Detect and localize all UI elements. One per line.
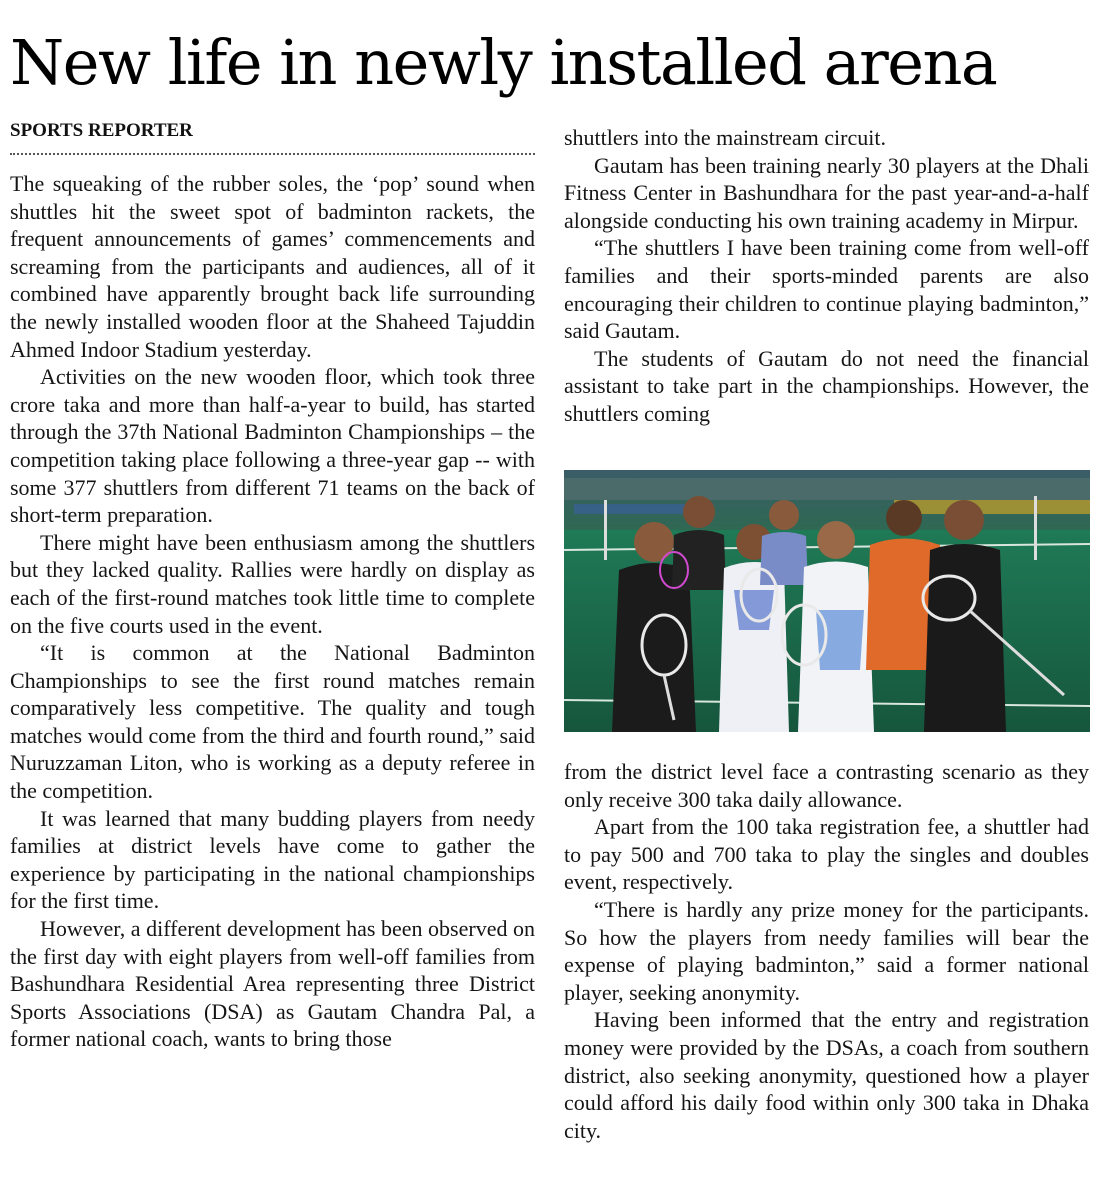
paragraph: It was learned that many budding players from needy families at district levels have come to gather the experience by participating in the national championships for the first time. <box>10 805 535 914</box>
article-headline: New life in newly installed arena <box>10 26 997 99</box>
paragraph: Having been informed that the entry and registration money were provided by the DSAs, a coach from southern district, also seeking anonymity, questioned how a player could afford his daily food within only 300 taka in Dhaka city. <box>564 1007 1089 1143</box>
paragraph: However, a different development has been observed on the first day with eight players from well-off families from Bashundhara Residential Area representing three District Sports Associations (DSA) as Gautam Chandra Pal, a former national coach, wants to bring those <box>10 916 535 1052</box>
article-byline: SPORTS REPORTER <box>10 120 193 141</box>
paragraph: shuttlers into the mainstream circuit. <box>564 125 886 150</box>
paragraph: Apart from the 100 taka registration fee, a shuttler had to pay 500 and 700 taka to play the singles and doubles event, respectively. <box>564 814 1089 895</box>
byline-divider <box>10 153 535 155</box>
paragraph: “It is common at the National Badminton Championships to see the first round matches remain comparatively less competitive. The quality and tough matches would come from the third and fourth round,” said Nuruzzaman Liton, who is working as a deputy referee in the competition. <box>10 640 535 804</box>
paragraph: “The shuttlers I have been training come from well-off families and their sports-minded parents are also encouraging their children to continue playing badminton,” said Gautam. <box>564 235 1089 344</box>
right-column-bottom <box>564 758 1089 1178</box>
paragraph: The students of Gautam do not need the financial assistant to take part in the championships. However, the shuttlers coming <box>564 345 1089 426</box>
paragraph: from the district level face a contrasting scenario as they only receive 300 taka daily allowance. <box>564 759 1089 812</box>
paragraph: Gautam has been training nearly 30 players at the Dhali Fitness Center in Bashundhara for the past year-and-a-half alongside conducting his own training academy in Mirpur. <box>564 152 1089 233</box>
paragraph: “There is hardly any prize money for the participants. So how the players from needy families will bear the expense of playing badminton,” said a former national player, seeking anonymity. <box>564 896 1089 1005</box>
paragraph: The squeaking of the rubber soles, the ‘pop’ sound when shuttles hit the sweet spot of badminton rackets, the frequent announcements of games’ commencements and screaming from the participants and audiences, all of it combined have apparently brought back life surrounding the newly installed wooden floor at the Shaheed Tajuddin Ahmed Indoor Stadium yesterday. <box>10 171 535 362</box>
left-column <box>10 170 535 1175</box>
paragraph: Activities on the new wooden floor, which took three crore taka and more than half-a-year to build, has started through the 37th National Badminton Championships – the competition taking place following a three-year gap -- with some 377 shuttlers from different 71 teams on the back of short-term preparation. <box>10 364 535 528</box>
right-column-top <box>564 124 1089 462</box>
article-photo <box>564 470 1090 732</box>
paragraph: There might have been enthusiasm among the shuttlers but they lacked quality. Rallies were hardly on display as each of the first-round matches took little time to complete on the five courts used in the event. <box>10 529 535 638</box>
players-photo-illustration <box>564 470 1090 732</box>
